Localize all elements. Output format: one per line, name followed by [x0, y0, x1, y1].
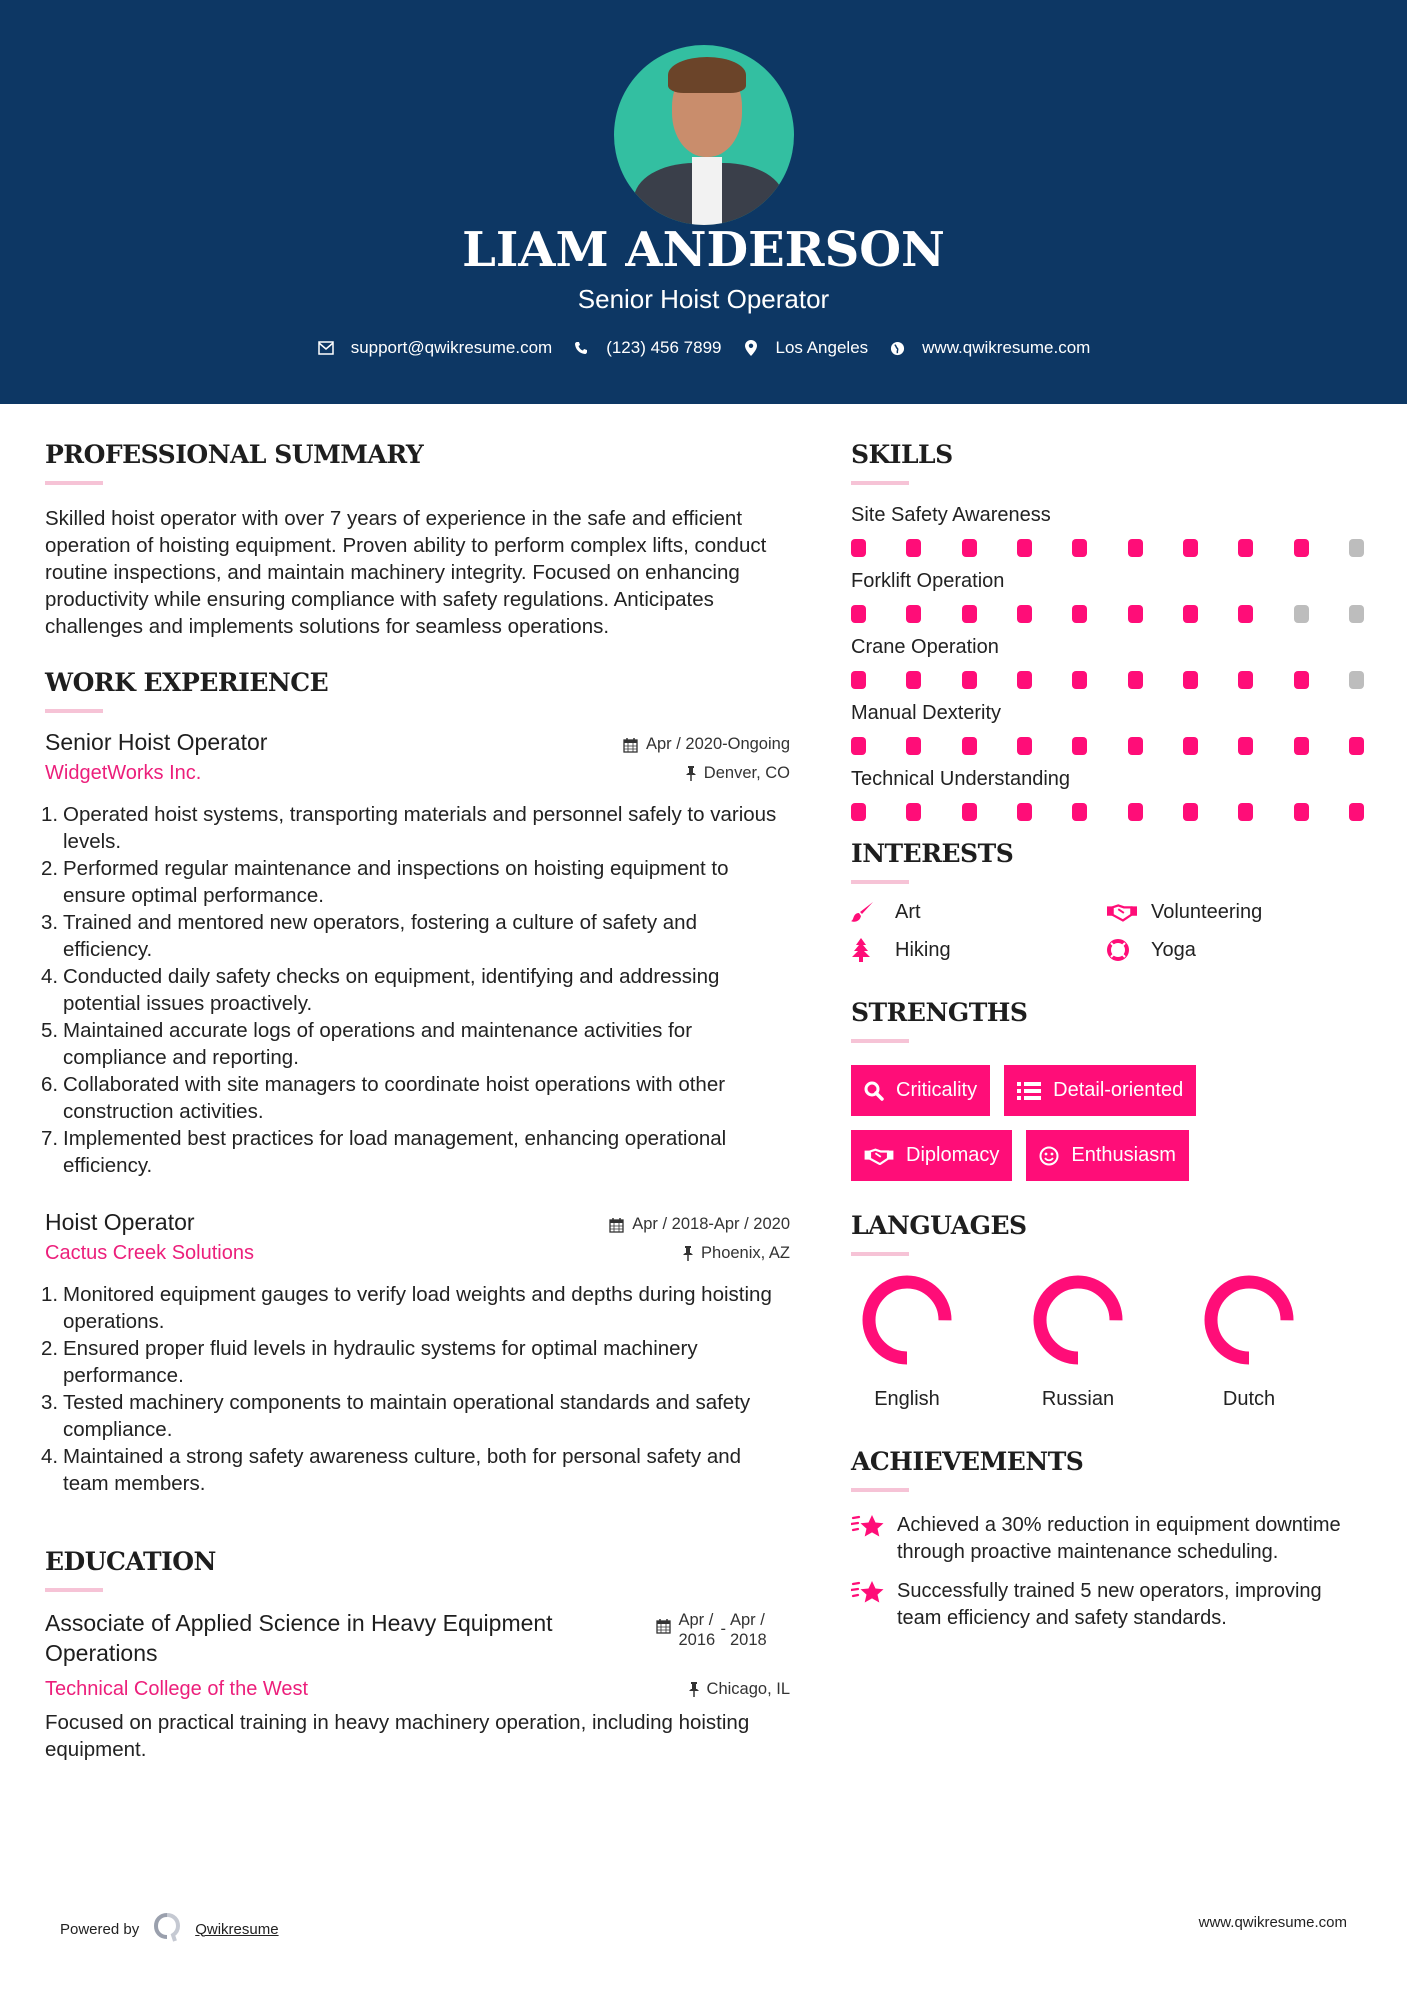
degree-title: Associate of Applied Science in Heavy Equipment Operations: [45, 1610, 553, 1666]
contact-phone[interactable]: [572, 338, 721, 358]
page-footer: [0, 1900, 1407, 1950]
rating-dot-filled: [851, 737, 866, 755]
job-location: Phoenix, AZ: [683, 1244, 790, 1263]
heading-underline: [851, 481, 909, 485]
calendar-icon: [623, 737, 638, 753]
achievement-item: Achieved a 30% reduction in equipment downtime through proactive maintenance scheduling.: [851, 1512, 1371, 1566]
rating-dot-filled: [1128, 803, 1143, 821]
pushpin-icon: [683, 1246, 693, 1261]
bullet-item: 7. Implemented best practices for load management, enhancing operational efficiency.: [41, 1127, 727, 1177]
rating-dot-filled: [1238, 737, 1253, 755]
handshake-icon: [864, 1147, 894, 1165]
contact-website[interactable]: [888, 338, 1090, 358]
language-item: [1193, 1272, 1364, 1411]
company-name: WidgetWorks Inc.: [45, 762, 202, 784]
rating-dot-filled: [1017, 605, 1032, 623]
section-heading: EDUCATION: [45, 1547, 216, 1576]
bullet-item: 1. Monitored equipment gauges to verify load weights and depths during hoisting operations.: [41, 1283, 772, 1333]
section-heading: PROFESSIONAL SUMMARY: [45, 440, 424, 469]
strength-tag: Detail-oriented: [1004, 1065, 1196, 1116]
section-heading: WORK EXPERIENCE: [45, 668, 329, 697]
summary-section: [45, 440, 790, 640]
summary-text: Skilled hoist operator with over 7 years of experience in the safe and efficient operation of hoisting equipment. Proven ability to perform complex lifts, conduct routine inspections, and maintain machinery integrity. Focused on enhancing productivity while ensuring compliance with safety regulations. Anticipates challenges and implements solutions for seamless operations.: [45, 507, 767, 638]
rating-dot-filled: [1183, 737, 1198, 755]
rating-dot-filled: [962, 605, 977, 623]
rating-dot-filled: [1128, 539, 1143, 557]
rating-dot-filled: [851, 803, 866, 821]
contact-bar: [0, 338, 1407, 358]
job-title: Senior Hoist Operator: [45, 729, 268, 755]
heading-underline: [45, 481, 103, 485]
bullet-item: 3. Trained and mentored new operators, fostering a culture of safety and efficiency.: [41, 911, 697, 961]
profile-photo: [614, 45, 794, 225]
rating-dot-filled: [851, 671, 866, 689]
job-entry: [41, 1209, 790, 1497]
skill-name: Site Safety Awareness: [851, 504, 1051, 526]
skill-item: [851, 765, 1371, 821]
skill-name: Manual Dexterity: [851, 702, 1002, 724]
powered-by: Powered by Qwikresume: [60, 1912, 279, 1946]
bullet-item: 4. Conducted daily safety checks on equipment, identifying and addressing potential issues proactively.: [41, 965, 720, 1015]
list-icon: [1017, 1082, 1041, 1100]
footer-url[interactable]: www.qwikresume.com: [1198, 1914, 1347, 1931]
left-column: [41, 440, 790, 1763]
rating-dot-filled: [1294, 803, 1309, 821]
job-bullets: [41, 1281, 790, 1497]
globe-icon: [888, 339, 906, 357]
rating-dot-filled: [1072, 671, 1087, 689]
paintbrush-icon: [851, 900, 881, 924]
rating-dot-filled: [1072, 737, 1087, 755]
contact-location: [742, 338, 869, 358]
section-heading: LANGUAGES: [851, 1211, 1027, 1240]
qwikresume-logo-icon: [153, 1912, 181, 1946]
job-entry: [41, 729, 790, 1179]
bullet-item: 3. Tested machinery components to maintain operational standards and safety compliance.: [41, 1391, 751, 1441]
rating-dot-filled: [906, 737, 921, 755]
job-bullets: [41, 801, 790, 1179]
bullet-item: 4. Maintained a strong safety awareness culture, both for personal safety and team members.: [41, 1445, 742, 1495]
education-section: [45, 1547, 790, 1763]
language-item: [1022, 1272, 1193, 1411]
bullet-item: 5. Maintained accurate logs of operations and maintenance activities for compliance and reporting.: [41, 1019, 693, 1069]
right-column: [851, 440, 1371, 1644]
skill-rating: [851, 539, 1364, 557]
skill-name: Crane Operation: [851, 636, 999, 658]
achievement-item: Successfully trained 5 new operators, improving team efficiency and safety standards.: [851, 1578, 1371, 1632]
language-name: Russian: [1041, 1388, 1115, 1410]
rating-dot-filled: [1017, 671, 1032, 689]
skill-item: [851, 567, 1371, 623]
company-name: Cactus Creek Solutions: [45, 1242, 254, 1264]
education-location: Chicago, IL: [689, 1680, 790, 1699]
achievements-section: [851, 1447, 1371, 1632]
phone-icon: [572, 339, 590, 357]
language-item: [851, 1272, 1022, 1411]
strength-tag: Diplomacy: [851, 1130, 1012, 1181]
rating-dot-filled: [1238, 671, 1253, 689]
rating-dot-filled: [1183, 605, 1198, 623]
heading-underline: [45, 709, 103, 713]
job-dates: Apr / 2018-Apr / 2020: [609, 1215, 790, 1234]
website-text: www.qwikresume.com: [922, 338, 1091, 357]
contact-email[interactable]: [317, 338, 553, 358]
rating-dot-filled: [1238, 605, 1253, 623]
heading-underline: [851, 1039, 909, 1043]
handshake-icon: [1107, 900, 1137, 924]
candidate-name: LIAM ANDERSON: [462, 222, 945, 278]
rating-dot-filled: [962, 671, 977, 689]
skill-item: [851, 501, 1371, 557]
bullet-item: 2. Performed regular maintenance and inspections on hoisting equipment to ensure optimal performance.: [41, 857, 729, 907]
shooting-star-icon: [851, 1580, 887, 1611]
skills-section: [851, 440, 1371, 821]
rating-dot-filled: [906, 605, 921, 623]
rating-dot-filled: [906, 803, 921, 821]
location-text: Los Angeles: [775, 338, 869, 357]
skill-rating: [851, 671, 1364, 689]
interests-section: [851, 839, 1371, 962]
language-name: English: [874, 1388, 940, 1410]
rating-dot-filled: [1128, 605, 1143, 623]
rating-dot-filled: [1017, 539, 1032, 557]
search-icon: [864, 1081, 884, 1101]
education-description: Focused on practical training in heavy machinery operation, including hoisting equipment.: [45, 1711, 750, 1761]
rating-dot-empty: [1349, 539, 1364, 557]
experience-section: [41, 668, 790, 1497]
interest-item: Volunteering: [1107, 900, 1363, 924]
calendar-icon: [656, 1618, 671, 1634]
map-marker-icon: [742, 339, 760, 357]
bullet-item: 2. Ensured proper fluid levels in hydraulic systems for optimal machinery performance.: [41, 1337, 698, 1387]
skill-name: Forklift Operation: [851, 570, 1005, 592]
rating-dot-filled: [1017, 737, 1032, 755]
phone-text: (123) 456 7899: [606, 338, 722, 357]
rating-dot-filled: [906, 671, 921, 689]
interest-item: Art: [851, 900, 1107, 924]
rating-dot-filled: [1072, 803, 1087, 821]
language-name: Dutch: [1222, 1388, 1276, 1410]
rating-dot-filled: [1183, 671, 1198, 689]
rating-dot-filled: [906, 539, 921, 557]
skill-rating: [851, 803, 1364, 821]
rating-dot-filled: [1349, 803, 1364, 821]
calendar-icon: [609, 1217, 624, 1233]
rating-dot-filled: [1349, 737, 1364, 755]
language-progress-ring: [859, 1272, 955, 1368]
heading-underline: [851, 880, 909, 884]
rating-dot-empty: [1294, 605, 1309, 623]
education-dates: Apr / 2016 - Apr / 2018: [656, 1610, 773, 1650]
rating-dot-empty: [1349, 605, 1364, 623]
section-heading: SKILLS: [851, 440, 953, 469]
rating-dot-filled: [1294, 671, 1309, 689]
rating-dot-filled: [1128, 737, 1143, 755]
rating-dot-filled: [1128, 671, 1143, 689]
job-location: Denver, CO: [686, 764, 790, 783]
rating-dot-filled: [851, 605, 866, 623]
rating-dot-filled: [1072, 605, 1087, 623]
rating-dot-filled: [1238, 803, 1253, 821]
section-heading: STRENGTHS: [851, 998, 1028, 1027]
smile-icon: [1039, 1146, 1059, 1166]
rating-dot-filled: [1072, 539, 1087, 557]
rating-dot-filled: [1017, 803, 1032, 821]
bullet-item: 1. Operated hoist systems, transporting materials and personnel safely to various levels.: [41, 803, 777, 853]
section-heading: INTERESTS: [851, 839, 1014, 868]
qwikresume-link[interactable]: Qwikresume: [195, 1920, 279, 1938]
rating-dot-filled: [1183, 539, 1198, 557]
resume-header: [0, 0, 1407, 404]
candidate-title: Senior Hoist Operator: [577, 284, 830, 314]
skill-name: Technical Understanding: [851, 768, 1071, 790]
strengths-section: [851, 998, 1371, 1181]
rating-dot-filled: [962, 737, 977, 755]
interest-item: Yoga: [1107, 938, 1363, 962]
strength-tag: Enthusiasm: [1026, 1130, 1189, 1181]
pushpin-icon: [689, 1682, 699, 1697]
strength-tag: Criticality: [851, 1065, 990, 1116]
shooting-star-icon: [851, 1514, 887, 1545]
email-text: support@qwikresume.com: [350, 338, 553, 357]
languages-section: [851, 1211, 1371, 1411]
heading-underline: [851, 1488, 909, 1492]
rating-dot-filled: [851, 539, 866, 557]
job-title: Hoist Operator: [45, 1209, 195, 1235]
school-name: Technical College of the West: [45, 1678, 309, 1700]
education-entry: [45, 1608, 790, 1763]
heading-underline: [45, 1588, 103, 1592]
language-progress-ring: [1201, 1272, 1297, 1368]
rating-dot-empty: [1349, 671, 1364, 689]
skill-rating: [851, 737, 1364, 755]
skill-item: [851, 699, 1371, 755]
section-heading: ACHIEVEMENTS: [851, 1447, 1084, 1476]
skill-item: [851, 633, 1371, 689]
rating-dot-filled: [1238, 539, 1253, 557]
heading-underline: [851, 1252, 909, 1256]
envelope-icon: [317, 339, 335, 357]
rating-dot-filled: [1183, 803, 1198, 821]
pushpin-icon: [686, 766, 696, 781]
rating-dot-filled: [1294, 737, 1309, 755]
tree-icon: [851, 938, 881, 962]
language-progress-ring: [1030, 1272, 1126, 1368]
job-dates: Apr / 2020-Ongoing: [623, 735, 790, 754]
life-ring-icon: [1107, 938, 1137, 962]
bullet-item: 6. Collaborated with site managers to coordinate hoist operations with other construction activities.: [41, 1073, 726, 1123]
rating-dot-filled: [962, 539, 977, 557]
rating-dot-filled: [962, 803, 977, 821]
rating-dot-filled: [1294, 539, 1309, 557]
skill-rating: [851, 605, 1364, 623]
interest-item: Hiking: [851, 938, 1107, 962]
